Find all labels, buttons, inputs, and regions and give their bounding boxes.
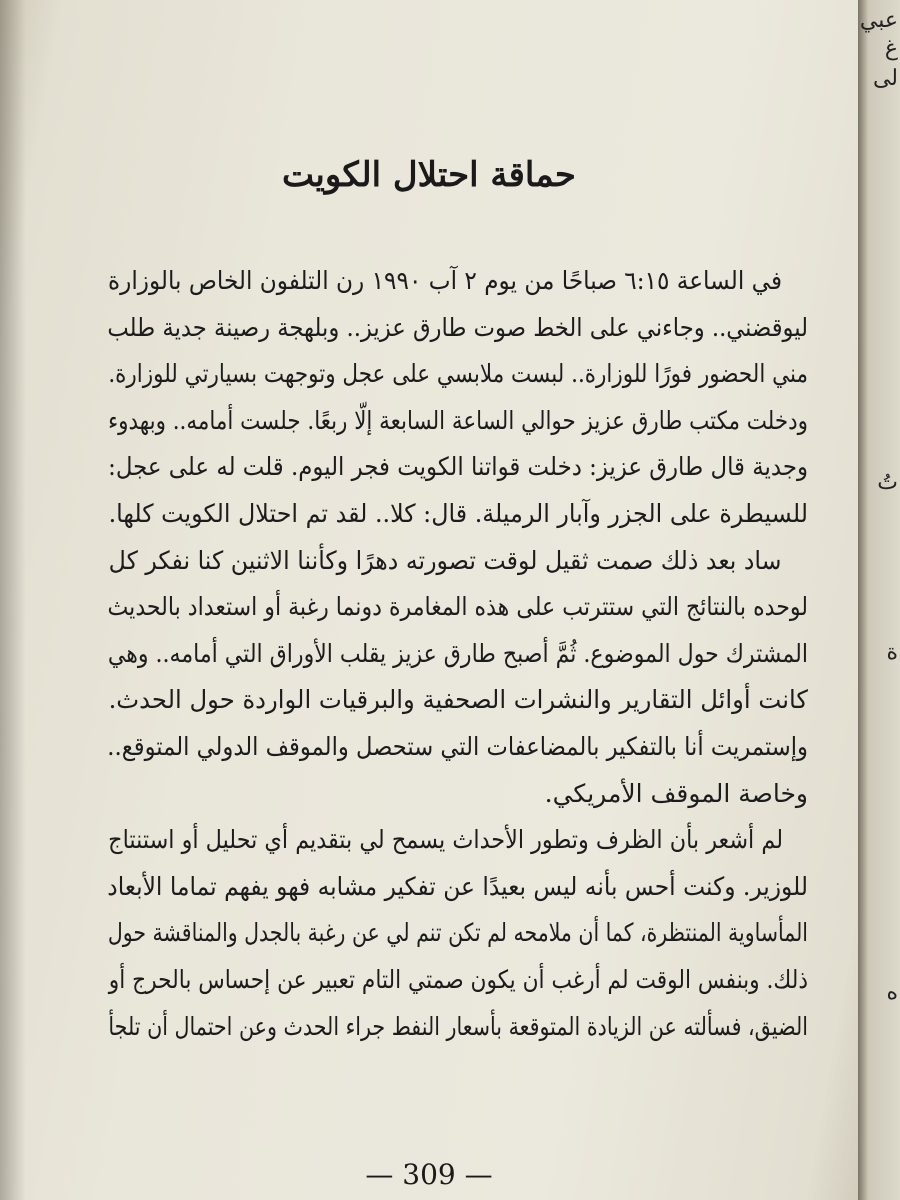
paragraph-1-line-1: في الساعة ٦:١٥ صباحًا من يوم ٢ آب ١٩٩٠ رن التلفون الخاص بالوزارة [107, 266, 783, 295]
next-page-fragment: غ [884, 36, 898, 61]
paragraph-3-line-1: لم أشعر بأن الظرف وتطور الأحداث يسمح لي بتقديم أي تحليل أو استنتاج [108, 825, 783, 855]
paragraph-3-line-3: المأساوية المنتظرة، كما أن ملامحه لم تكن تنم لي عن رغبة بالجدل والمناقشة حول [107, 918, 809, 948]
next-page-fragment: ة [886, 640, 898, 665]
paragraph-1-line-2: ليوقضني.. وجاءني على الخط صوت طارق عزيز.. وبلهجة رصينة جدية طلب [107, 312, 808, 342]
next-page-fragment: لى [872, 66, 898, 91]
page-number: — 309 — [365, 1158, 493, 1191]
paragraph-2-line-2: لوحده بالنتائج التي ستترتب على هذه المغامرة دونما رغبة أو استعداد بالحديث [107, 592, 809, 622]
adjacent-page-edge [858, 0, 900, 1200]
chapter-title: حماقة احتلال الكويت [282, 154, 576, 195]
paragraph-2-line-3: المشترك حول الموضوع. ثُمَّ أصبح طارق عزيز يقلب الأوراق التي أمامه.. وهي [107, 638, 809, 668]
next-page-fragment: تُ [877, 470, 898, 495]
paragraph-2-line-6: وخاصة الموقف الأمريكي. [544, 778, 808, 808]
paragraph-3-line-4: ذلك. وبنفس الوقت لم أرغب أن يكون صمتي التام تعبير عن إحساس بالحرج أو [108, 964, 808, 994]
next-page-fragment: عبي [859, 8, 898, 33]
next-page-fragment: ه [886, 980, 898, 1005]
paragraph-2-line-1: ساد بعد ذلك صمت ثقيل لوقت تصورته دهرًا وكأننا الاثنين كنا نفكر كل [108, 545, 782, 575]
paragraph-1-line-3: مني الحضور فورًا للوزارة.. لبست ملابسي على عجل وتوجهت بسيارتي للوزارة. [108, 359, 808, 389]
paragraph-2-line-4: كانت أوائل التقارير والنشرات الصحفية والبرقيات الواردة حول الحدث. [108, 685, 808, 715]
paragraph-1-line-5: وجدية قال طارق عزيز: دخلت قواتنا الكويت فجر اليوم. قلت له على عجل: [108, 452, 809, 482]
body-text [108, 258, 808, 1050]
paragraph-1-line-4: ودخلت مكتب طارق عزيز حوالي الساعة السابعة إلّا ربعًا. جلست أمامه.. وبهدوء [108, 405, 809, 435]
paragraph-1-line-6: للسيطرة على الجزر وآبار الرميلة. قال: كلا.. لقد تم احتلال الكويت كلها. [108, 498, 808, 528]
paragraph-2-line-5: وإستمريت أنا بالتفكير بالمضاعفات التي ستحصل والموقف الدولي المتوقع.. [107, 731, 808, 761]
paragraph-3-line-2: للوزير. وكنت أحس بأنه ليس بعيدًا عن تفكير مشابه فهو يفهم تماما الأبعاد [107, 871, 809, 901]
paragraph-3-line-5: الضيق، فسألته عن الزيادة المتوقعة بأسعار النفط جراء الحدث وعن احتمال أن تلجأ [108, 1011, 808, 1041]
